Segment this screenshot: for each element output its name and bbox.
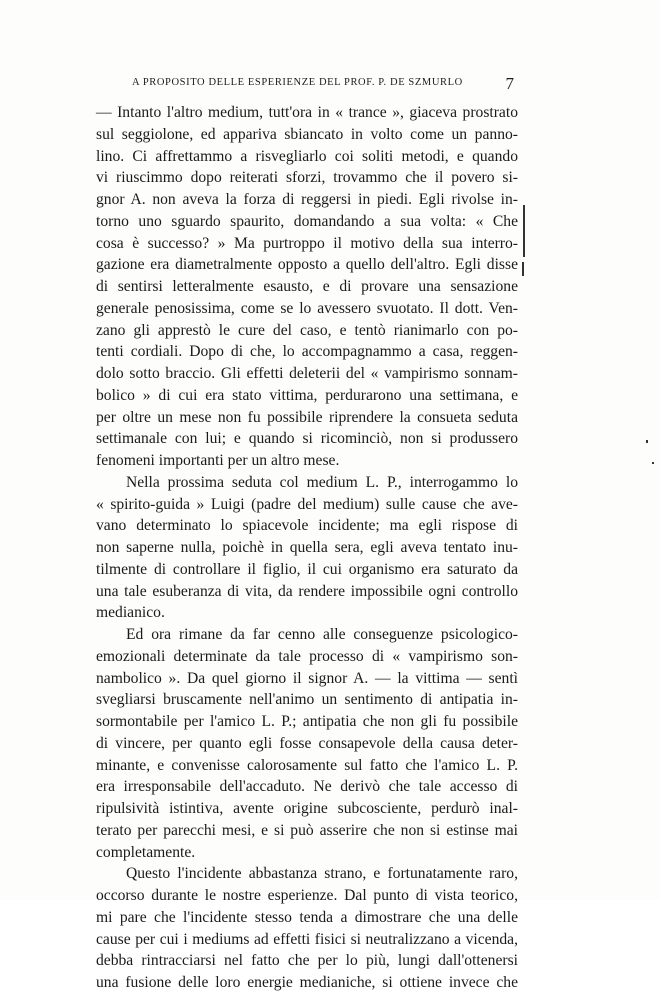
text-line: una fusione delle loro energie medianiche, si ottiene invece che <box>96 974 518 991</box>
paragraph-2 <box>96 472 518 624</box>
text-line: minante, e convenisse calorosamente sul fatto che l'amico L. P. <box>96 756 518 774</box>
text-line: emozionali determinate da tale processo di « vampirismo son- <box>96 647 518 665</box>
margin-mark <box>523 205 525 257</box>
text-line: debba rintracciarsi nel fatto che per lo più, lungi dall'ottenersi <box>96 952 518 970</box>
text-line: medianico. <box>96 604 165 622</box>
text-line: bolico » di cui era stato vittima, perdurarono una settimana, e <box>96 386 518 404</box>
text-line: una tale esuberanza di vita, da rendere impossibile ogni controllo <box>96 582 518 600</box>
text-line: dolo sotto braccio. Gli effetti deleterii del « vampirismo sonnam- <box>96 365 518 382</box>
running-head: A PROPOSITO DELLE ESPERIENZE DEL PROF. P. DE SZMURLO <box>132 77 463 88</box>
text-line: terato per parecchi mesi, e si può asserire che non si estinse mai <box>96 821 518 839</box>
text-line: vi riuscimmo dopo reiterati sforzi, trovammo che il povero si- <box>96 169 518 187</box>
text-line: fenomeni importanti per un altro mese. <box>96 452 340 469</box>
text-line: tilmente di controllare il figlio, il cui organismo era saturato da <box>96 560 518 578</box>
margin-mark <box>522 262 524 276</box>
text-line: lino. Ci affrettammo a risvegliarlo coi soliti metodi, e quando <box>96 147 518 165</box>
page-number: 7 <box>505 74 514 93</box>
page-header <box>96 74 518 94</box>
scan-speck <box>652 462 654 464</box>
text-line: vano determinato lo spiacevole incidente; ma egli rispose di <box>96 517 518 535</box>
text-line: torno uno sguardo spaurito, domandando a sua volta: « Che <box>96 212 518 230</box>
text-line: tenti cordiali. Dopo di che, lo accompagnammo a casa, reggen- <box>96 343 518 361</box>
text-line: gnor A. non aveva la forza di reggersi in piedi. Egli rivolse in- <box>96 191 518 208</box>
text-line: di sentirsi letteralmente esausto, e di provare una sensazione <box>96 278 518 295</box>
text-line: cosa è successo? » Ma purtroppo il motivo della sua interro- <box>96 234 518 252</box>
text-line: sul seggiolone, ed appariva sbiancato in volto come un panno- <box>96 125 518 143</box>
scan-speck <box>646 440 648 443</box>
text-line: sormontabile per l'amico L. P.; antipatia che non gli fu possibile <box>96 713 518 730</box>
text-line: completamente. <box>96 843 196 861</box>
text-line: ripulsività istintiva, avente origine subcosciente, perdurò inal- <box>96 800 518 817</box>
text-line: era irresponsabile dell'accaduto. Ne derivò che tale accesso di <box>96 778 518 796</box>
body-text <box>96 102 518 994</box>
text-line: Ed ora rimane da far cenno alle conseguenze psicologico- <box>126 626 518 643</box>
text-line: Questo l'incidente abbastanza strano, e fortunatamente raro, <box>126 865 518 883</box>
paragraph-1 <box>96 102 518 472</box>
text-line: nambolico ». Da quel giorno il signor A. — la vittima — sentì <box>96 669 518 687</box>
text-line: generale penosissima, come se lo avessero svuotato. Il dott. Ven- <box>96 299 518 317</box>
text-line: svegliarsi bruscamente nell'animo un sentimento di antipatia in- <box>96 691 518 709</box>
text-line: non saperne nulla, poichè in quella sera, egli aveva tentato inu- <box>96 539 518 556</box>
text-line: Nella prossima seduta col medium L. P., interrogammo lo <box>126 473 518 491</box>
paragraph-3 <box>96 624 518 863</box>
text-line: di vincere, per quanto egli fosse consapevole della causa deter- <box>96 734 518 752</box>
text-line: — Intanto l'altro medium, tutt'ora in « trance », giaceva prostrato <box>96 104 518 121</box>
text-line: cause per cui i mediums ad effetti fisici si neutralizzano a vicenda, <box>96 930 518 948</box>
text-line: settimanale con lui; e quando si ricominciò, non si produssero <box>96 430 518 448</box>
text-line: gazione era diametralmente opposto a quello dell'altro. Egli disse <box>96 256 518 274</box>
text-line: mi pare che l'incidente stesso tenda a dimostrare che una delle <box>96 908 518 926</box>
text-line: occorso durante le nostre esperienze. Dal punto di vista teorico, <box>96 887 518 904</box>
text-line: zano gli apprestò le cure del caso, e tentò rianimarlo con po- <box>96 321 518 339</box>
text-line: « spirito-guida » Luigi (padre del medium) sulle cause che ave- <box>96 495 518 513</box>
paragraph-4 <box>96 863 518 994</box>
text-line: per oltre un mese non fu possibile riprendere la consueta seduta <box>96 408 518 426</box>
